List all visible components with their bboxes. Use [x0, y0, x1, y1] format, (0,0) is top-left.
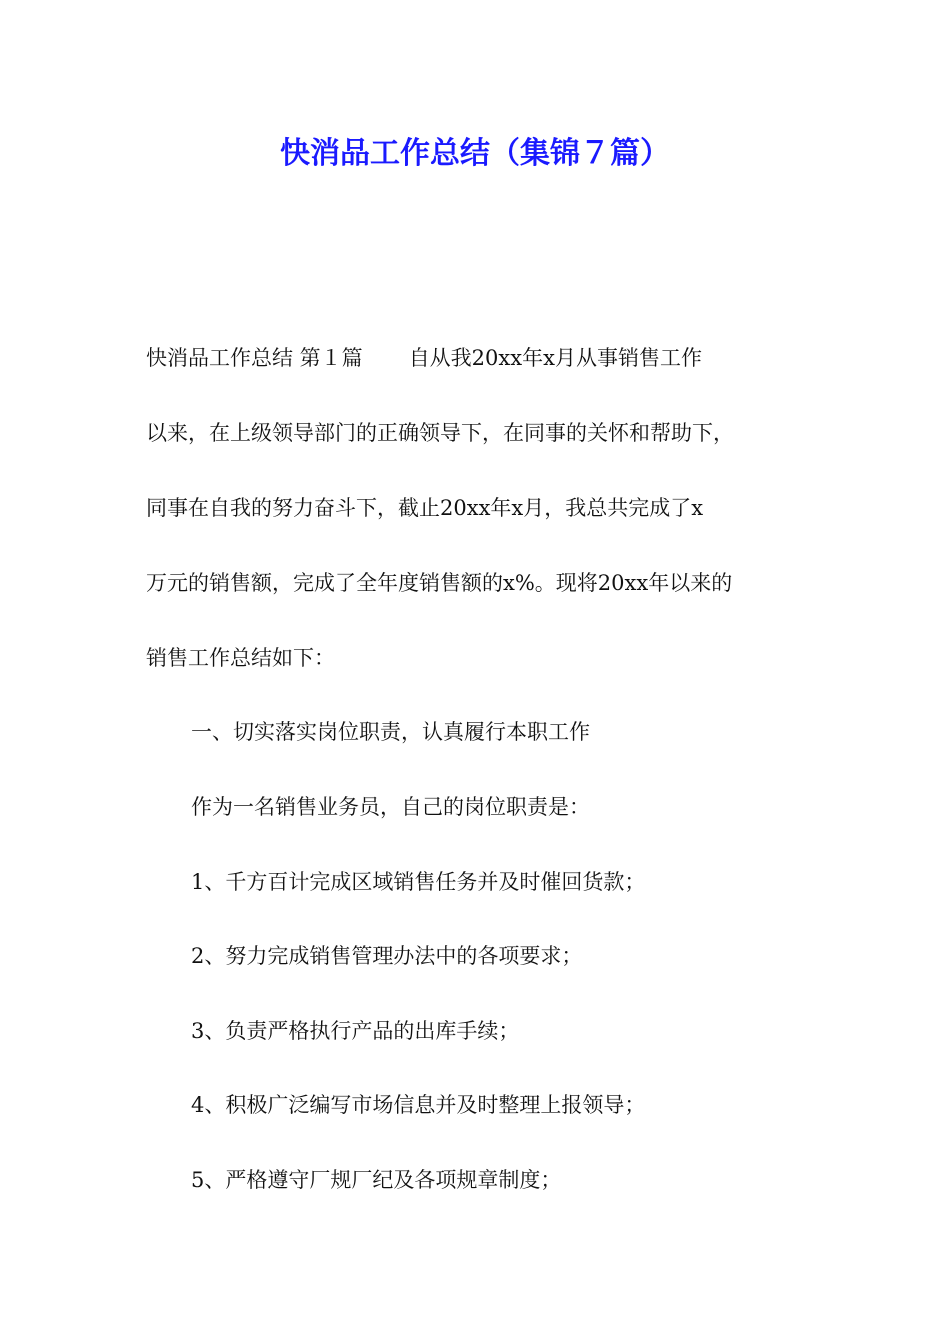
list-item: 3、负责严格执行产品的出库手续；: [191, 1019, 520, 1043]
list-item: 2、努力完成销售管理办法中的各项要求；: [191, 944, 583, 968]
intro-line: 作为一名销售业务员，自己的岗位职责是：: [191, 795, 590, 819]
paragraph-line: [146, 343, 702, 373]
list-item: 1、千方百计完成区域销售任务并及时催回货款；: [191, 870, 646, 894]
paragraph-line: 同事在自我的努力奋斗下，截止20xx年x月，我总共完成了x: [146, 496, 704, 520]
list-item: 4、积极广泛编写市场信息并及时整理上报领导；: [191, 1093, 646, 1117]
paragraph-line: 万元的销售额，完成了全年度销售额的x%。现将20xx年以来的: [146, 571, 733, 595]
paragraph-line: 销售工作总结如下：: [146, 646, 335, 670]
section-subheading: 一、切实落实岗位职责，认真履行本职工作: [191, 720, 590, 744]
paragraph-text: 自从我20xx年x月从事销售工作: [408, 346, 702, 370]
list-item: 5、严格遵守厂规厂纪及各项规章制度；: [191, 1168, 562, 1192]
paragraph-line: 以来，在上级领导部门的正确领导下，在同事的关怀和帮助下，: [146, 421, 734, 445]
document-title: 快消品工作总结（集锦７篇）: [280, 136, 670, 171]
section-heading: 快消品工作总结 第１篇: [146, 346, 363, 370]
